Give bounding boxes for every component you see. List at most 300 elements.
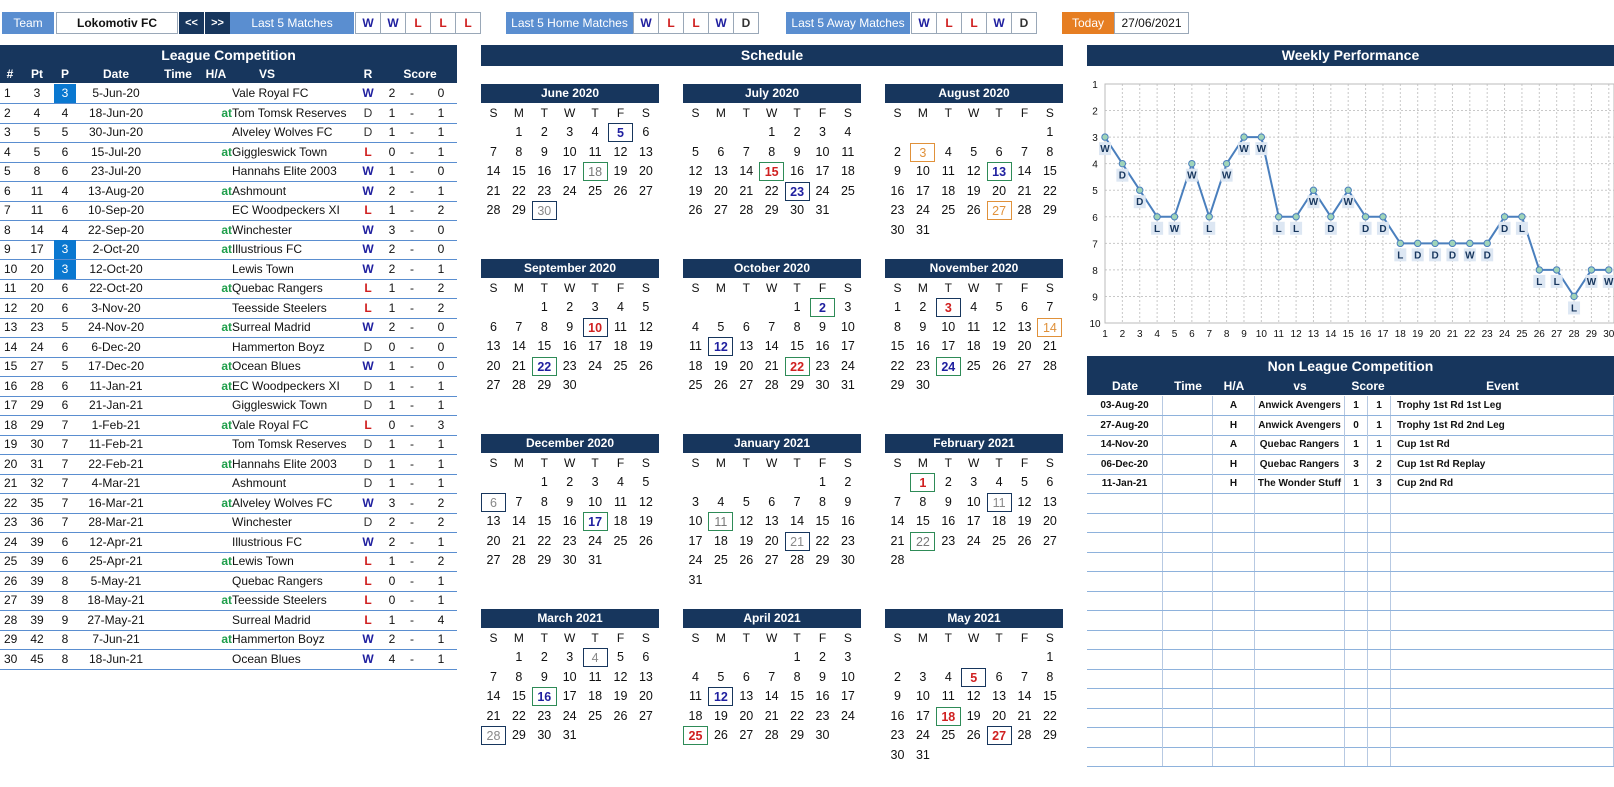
calendar-day[interactable]: 24 [915, 203, 930, 217]
calendar-day[interactable]: 6 [717, 144, 725, 159]
calendar-day[interactable]: 21 [486, 708, 501, 723]
calendar-day[interactable]: 7 [793, 494, 801, 509]
calendar-day[interactable]: 16 [815, 339, 830, 353]
calendar-day[interactable]: 29 [890, 378, 905, 392]
calendar-day[interactable]: 28 [481, 726, 506, 745]
calendar-day[interactable]: 26 [613, 708, 628, 723]
calendar-day[interactable]: 22 [910, 532, 935, 551]
calendar-day[interactable]: 25 [613, 533, 628, 548]
calendar-day[interactable]: 23 [890, 728, 905, 742]
calendar-day[interactable]: 6 [742, 319, 750, 334]
calendar-day[interactable]: 5 [617, 650, 624, 664]
calendar-day[interactable]: 14 [486, 164, 501, 178]
calendar-day[interactable]: 8 [793, 669, 801, 684]
calendar-day[interactable]: 2 [810, 298, 835, 317]
calendar-day[interactable]: 23 [562, 533, 577, 548]
calendar-day[interactable]: 8 [894, 319, 901, 334]
calendar-day[interactable]: 9 [844, 494, 852, 509]
calendar-day[interactable]: 26 [966, 728, 981, 742]
calendar-day[interactable]: 15 [790, 339, 805, 353]
calendar-day[interactable]: 1 [515, 650, 523, 664]
calendar-day[interactable]: 25 [613, 358, 628, 373]
calendar-day[interactable]: 14 [486, 689, 501, 703]
calendar-day[interactable]: 10 [941, 319, 956, 334]
calendar-day[interactable]: 5 [995, 300, 1003, 314]
calendar-day[interactable]: 21 [764, 708, 779, 723]
calendar-day[interactable]: 13 [764, 514, 779, 528]
calendar-day[interactable]: 5 [742, 494, 750, 509]
calendar-day[interactable]: 22 [532, 357, 557, 376]
calendar-day[interactable]: 18 [688, 358, 703, 373]
calendar-day[interactable]: 3 [844, 650, 852, 664]
calendar-day[interactable]: 5 [961, 668, 986, 687]
calendar-day[interactable]: 7 [1021, 669, 1028, 684]
nl-table-row[interactable] [1087, 474, 1614, 494]
table-row[interactable] [0, 201, 457, 221]
calendar-day[interactable]: 8 [793, 319, 801, 334]
calendar-day[interactable]: 19 [638, 339, 653, 353]
calendar-day[interactable]: 27 [638, 183, 653, 198]
calendar-day[interactable]: 27 [764, 553, 779, 567]
nl-table-row[interactable] [1087, 728, 1614, 748]
calendar-day[interactable]: 6 [995, 144, 1003, 159]
calendar-day[interactable]: 1 [515, 125, 523, 139]
calendar-day[interactable]: 22 [890, 358, 905, 373]
calendar-day[interactable]: 12 [992, 319, 1007, 334]
calendar-day[interactable]: 15 [915, 514, 930, 528]
calendar-day[interactable]: 18 [613, 514, 628, 528]
calendar-day[interactable]: 14 [511, 339, 526, 353]
calendar-day[interactable]: 19 [1017, 514, 1032, 528]
calendar-day[interactable]: 6 [995, 669, 1003, 684]
calendar-day[interactable]: 19 [613, 689, 628, 703]
nl-table-row[interactable] [1087, 533, 1614, 553]
calendar-day[interactable]: 20 [486, 358, 501, 373]
calendar-day[interactable]: 19 [688, 183, 703, 198]
calendar-day[interactable]: 8 [819, 494, 826, 509]
calendar-day[interactable]: 25 [966, 358, 981, 373]
calendar-day[interactable]: 10 [840, 319, 855, 334]
calendar-day[interactable]: 17 [915, 708, 930, 723]
calendar-day[interactable]: 7 [742, 144, 750, 159]
calendar-day[interactable]: 27 [739, 728, 754, 742]
table-row[interactable] [0, 260, 457, 280]
table-row[interactable] [0, 630, 457, 650]
calendar-day[interactable]: 19 [713, 358, 728, 373]
calendar-day[interactable]: 7 [1021, 144, 1028, 159]
calendar-day[interactable]: 17 [583, 512, 608, 531]
calendar-day[interactable]: 27 [739, 378, 754, 392]
calendar-day[interactable]: 7 [515, 319, 523, 334]
calendar-day[interactable]: 11 [987, 493, 1012, 512]
calendar-day[interactable]: 11 [708, 512, 733, 531]
calendar-day[interactable]: 3 [919, 669, 927, 684]
calendar-day[interactable]: 28 [486, 203, 501, 217]
calendar-day[interactable]: 16 [890, 183, 905, 198]
calendar-day[interactable]: 5 [642, 300, 650, 314]
calendar-day[interactable]: 27 [638, 708, 653, 723]
calendar-day[interactable]: 4 [995, 475, 1003, 489]
calendar-day[interactable]: 23 [840, 533, 855, 548]
calendar-day[interactable]: 13 [1017, 319, 1032, 334]
table-row[interactable] [0, 455, 457, 475]
calendar-day[interactable]: 3 [910, 143, 935, 162]
calendar-day[interactable]: 24 [588, 358, 603, 373]
table-row[interactable] [0, 123, 457, 143]
calendar-day[interactable]: 21 [1042, 339, 1057, 353]
calendar-day[interactable]: 23 [785, 182, 810, 201]
calendar-day[interactable]: 19 [613, 164, 628, 178]
calendar-day[interactable]: 23 [915, 358, 930, 373]
calendar-day[interactable]: 9 [540, 144, 548, 159]
calendar-day[interactable]: 14 [790, 514, 805, 528]
calendar-day[interactable]: 4 [970, 300, 978, 314]
calendar-day[interactable]: 11 [689, 689, 702, 703]
calendar-day[interactable]: 3 [936, 298, 961, 317]
calendar-day[interactable]: 20 [992, 183, 1007, 198]
calendar-day[interactable]: 30 [890, 222, 905, 237]
calendar-day[interactable]: 22 [790, 708, 805, 723]
calendar-day[interactable]: 31 [688, 572, 703, 587]
calendar-day[interactable]: 4 [692, 669, 699, 684]
calendar-day[interactable]: 31 [915, 747, 930, 762]
calendar-day[interactable]: 26 [688, 203, 703, 217]
calendar-day[interactable]: 15 [537, 339, 552, 353]
calendar-day[interactable]: 8 [515, 144, 523, 159]
calendar-day[interactable]: 4 [583, 648, 608, 667]
calendar-day[interactable]: 15 [1042, 689, 1057, 703]
calendar-day[interactable]: 25 [588, 708, 603, 723]
calendar-day[interactable]: 24 [588, 533, 603, 548]
calendar-day[interactable]: 15 [537, 514, 552, 528]
calendar-day[interactable]: 18 [840, 164, 855, 178]
calendar-day[interactable]: 11 [689, 339, 702, 353]
calendar-day[interactable]: 20 [638, 164, 653, 178]
calendar-day[interactable]: 22 [537, 533, 552, 548]
calendar-day[interactable]: 18 [941, 183, 956, 198]
calendar-day[interactable]: 26 [638, 533, 653, 548]
calendar-day[interactable]: 13 [486, 514, 501, 528]
table-row[interactable] [0, 650, 457, 670]
calendar-day[interactable]: 2 [566, 300, 574, 314]
nl-table-row[interactable] [1087, 513, 1614, 533]
calendar-day[interactable]: 28 [739, 203, 754, 217]
calendar-day[interactable]: 24 [966, 533, 981, 548]
table-row[interactable] [0, 338, 457, 358]
calendar-day[interactable]: 9 [819, 319, 826, 334]
calendar-day[interactable]: 28 [511, 553, 526, 567]
calendar-day[interactable]: 3 [566, 125, 574, 139]
calendar-day[interactable]: 17 [941, 339, 956, 353]
calendar-day[interactable]: 21 [1017, 708, 1032, 723]
calendar-day[interactable]: 8 [515, 669, 523, 684]
table-row[interactable] [0, 435, 457, 455]
calendar-day[interactable]: 25 [713, 553, 728, 567]
calendar-day[interactable]: 19 [638, 514, 653, 528]
calendar-day[interactable]: 2 [540, 650, 548, 664]
calendar-day[interactable]: 14 [1017, 689, 1032, 703]
calendar-day[interactable]: 12 [1017, 494, 1032, 509]
calendar-day[interactable]: 6 [481, 493, 506, 512]
calendar-day[interactable]: 24 [688, 553, 703, 567]
calendar-day[interactable]: 6 [642, 125, 650, 139]
calendar-day[interactable]: 9 [566, 494, 574, 509]
calendar-day[interactable]: 20 [638, 689, 653, 703]
calendar-day[interactable]: 16 [915, 339, 930, 353]
calendar-day[interactable]: 19 [992, 339, 1007, 353]
calendar-day[interactable]: 11 [967, 319, 981, 334]
calendar-day[interactable]: 13 [638, 144, 653, 159]
nl-table-row[interactable] [1087, 689, 1614, 709]
nl-table-row[interactable] [1087, 396, 1614, 416]
calendar-day[interactable]: 7 [1046, 300, 1054, 314]
calendar-day[interactable]: 21 [486, 183, 501, 198]
calendar-day[interactable]: 30 [915, 378, 930, 392]
calendar-day[interactable]: 30 [890, 747, 905, 762]
calendar-day[interactable]: 22 [815, 533, 830, 548]
nl-table-row[interactable] [1087, 630, 1614, 650]
calendar-day[interactable]: 21 [1017, 183, 1032, 198]
calendar-day[interactable]: 18 [936, 707, 961, 726]
calendar-day[interactable]: 20 [1017, 339, 1032, 353]
calendar-day[interactable]: 29 [815, 553, 830, 567]
calendar-day[interactable]: 9 [894, 689, 901, 703]
calendar-day[interactable]: 4 [944, 669, 952, 684]
calendar-day[interactable]: 18 [713, 533, 728, 548]
table-row[interactable] [0, 143, 457, 163]
calendar-day[interactable]: 15 [1042, 164, 1057, 178]
calendar-day[interactable]: 25 [688, 378, 703, 392]
calendar-day[interactable]: 5 [642, 475, 650, 489]
calendar-day[interactable]: 3 [970, 475, 978, 489]
calendar-day[interactable]: 9 [566, 319, 574, 334]
calendar-day[interactable]: 30 [840, 553, 855, 567]
calendar-day[interactable]: 25 [840, 183, 855, 198]
table-row[interactable] [0, 84, 457, 104]
calendar-day[interactable]: 5 [717, 319, 725, 334]
calendar-day[interactable]: 16 [790, 164, 805, 178]
calendar-day[interactable]: 6 [742, 669, 750, 684]
calendar-day[interactable]: 3 [566, 650, 574, 664]
calendar-day[interactable]: 23 [537, 708, 552, 723]
table-row[interactable] [0, 221, 457, 241]
next-team-button[interactable]: >> [205, 12, 230, 34]
calendar-day[interactable]: 9 [919, 319, 927, 334]
calendar-day[interactable]: 25 [941, 203, 956, 217]
calendar-day[interactable]: 20 [739, 708, 754, 723]
calendar-day[interactable]: 31 [840, 378, 855, 392]
calendar-day[interactable]: 29 [790, 728, 805, 742]
calendar-day[interactable]: 9 [819, 669, 826, 684]
calendar-day[interactable]: 21 [890, 533, 905, 548]
calendar-day[interactable]: 24 [915, 728, 930, 742]
calendar-day[interactable]: 23 [562, 358, 577, 373]
nl-table-row[interactable] [1087, 708, 1614, 728]
table-row[interactable] [0, 533, 457, 553]
calendar-day[interactable]: 5 [970, 144, 978, 159]
calendar-day[interactable]: 8 [919, 494, 927, 509]
calendar-day[interactable]: 1 [1046, 650, 1054, 664]
calendar-day[interactable]: 13 [486, 339, 501, 353]
calendar-day[interactable]: 11 [588, 144, 602, 159]
calendar-day[interactable]: 7 [768, 669, 776, 684]
calendar-day[interactable]: 4 [944, 144, 952, 159]
nl-table-row[interactable] [1087, 611, 1614, 631]
calendar-day[interactable]: 6 [1046, 475, 1054, 489]
calendar-day[interactable]: 27 [1042, 533, 1057, 548]
calendar-day[interactable]: 25 [992, 533, 1007, 548]
calendar-day[interactable]: 4 [617, 300, 624, 314]
calendar-day[interactable]: 12 [638, 319, 653, 334]
table-row[interactable] [0, 572, 457, 592]
nl-table-row[interactable] [1087, 416, 1614, 436]
calendar-day[interactable]: 23 [815, 708, 830, 723]
calendar-day[interactable]: 20 [739, 358, 754, 373]
calendar-day[interactable]: 28 [1042, 358, 1057, 373]
calendar-day[interactable]: 2 [894, 144, 901, 159]
calendar-day[interactable]: 10 [815, 144, 830, 159]
calendar-day[interactable]: 10 [915, 689, 930, 703]
calendar-day[interactable]: 17 [915, 183, 930, 198]
calendar-day[interactable]: 22 [764, 183, 779, 198]
calendar-day[interactable]: 12 [613, 144, 628, 159]
calendar-day[interactable]: 8 [1046, 144, 1054, 159]
nl-table-row[interactable] [1087, 591, 1614, 611]
calendar-day[interactable]: 2 [793, 125, 801, 139]
calendar-day[interactable]: 26 [613, 183, 628, 198]
calendar-day[interactable]: 12 [966, 689, 981, 703]
calendar-day[interactable]: 27 [987, 201, 1012, 220]
calendar-day[interactable]: 14 [1017, 164, 1032, 178]
calendar-day[interactable]: 29 [1042, 728, 1057, 742]
calendar-day[interactable]: 12 [966, 164, 981, 178]
calendar-day[interactable]: 31 [588, 553, 603, 567]
calendar-day[interactable]: 4 [692, 319, 699, 334]
calendar-day[interactable]: 21 [739, 183, 754, 198]
calendar-day[interactable]: 29 [511, 728, 526, 742]
calendar-day[interactable]: 13 [739, 689, 754, 703]
calendar-day[interactable]: 22 [1042, 183, 1057, 198]
calendar-day[interactable]: 5 [692, 144, 699, 159]
calendar-day[interactable]: 26 [966, 203, 981, 217]
calendar-day[interactable]: 13 [992, 689, 1007, 703]
calendar-day[interactable]: 12 [638, 494, 653, 509]
calendar-day[interactable]: 23 [941, 533, 956, 548]
calendar-day[interactable]: 3 [591, 475, 599, 489]
calendar-day[interactable]: 20 [764, 533, 779, 548]
calendar-day[interactable]: 23 [890, 203, 905, 217]
calendar-day[interactable]: 3 [692, 494, 699, 509]
calendar-day[interactable]: 30 [562, 378, 577, 392]
calendar-day[interactable]: 21 [785, 532, 810, 551]
calendar-day[interactable]: 24 [840, 358, 855, 373]
calendar-day[interactable]: 15 [890, 339, 905, 353]
calendar-day[interactable]: 1 [894, 300, 901, 314]
calendar-day[interactable]: 29 [537, 378, 552, 392]
calendar-day[interactable]: 11 [941, 689, 955, 703]
calendar-day[interactable]: 28 [790, 553, 805, 567]
calendar-day[interactable]: 10 [840, 669, 855, 684]
calendar-day[interactable]: 26 [638, 358, 653, 373]
calendar-day[interactable]: 27 [486, 378, 501, 392]
calendar-day[interactable]: 22 [511, 708, 526, 723]
calendar-day[interactable]: 2 [566, 475, 574, 489]
calendar-day[interactable]: 28 [890, 553, 905, 567]
nl-table-row[interactable] [1087, 552, 1614, 572]
table-row[interactable] [0, 494, 457, 514]
calendar-day[interactable]: 26 [1017, 533, 1032, 548]
calendar-day[interactable]: 2 [944, 475, 952, 489]
calendar-day[interactable]: 28 [1017, 728, 1032, 742]
table-row[interactable] [0, 104, 457, 124]
table-row[interactable] [0, 416, 457, 436]
calendar-day[interactable]: 16 [815, 689, 830, 703]
calendar-day[interactable]: 22 [785, 357, 810, 376]
calendar-day[interactable]: 19 [713, 708, 728, 723]
calendar-day[interactable]: 29 [537, 553, 552, 567]
calendar-day[interactable]: 19 [966, 183, 981, 198]
calendar-day[interactable]: 24 [562, 183, 577, 198]
calendar-day[interactable]: 12 [613, 669, 628, 684]
table-row[interactable] [0, 240, 457, 260]
calendar-day[interactable]: 20 [992, 708, 1007, 723]
calendar-day[interactable]: 30 [562, 553, 577, 567]
nl-table-row[interactable] [1087, 669, 1614, 689]
nl-table-row[interactable] [1087, 747, 1614, 767]
calendar-day[interactable]: 18 [966, 339, 981, 353]
calendar-day[interactable]: 30 [815, 378, 830, 392]
calendar-day[interactable]: 13 [987, 162, 1012, 181]
calendar-day[interactable]: 2 [540, 125, 548, 139]
calendar-day[interactable]: 5 [608, 123, 633, 142]
calendar-day[interactable]: 25 [683, 726, 708, 745]
calendar-day[interactable]: 24 [840, 708, 855, 723]
calendar-day[interactable]: 21 [511, 533, 526, 548]
calendar-day[interactable]: 14 [764, 689, 779, 703]
calendar-day[interactable]: 14 [511, 514, 526, 528]
calendar-day[interactable]: 11 [614, 494, 627, 509]
calendar-day[interactable]: 31 [815, 203, 830, 217]
calendar-day[interactable]: 1 [819, 475, 826, 489]
calendar-day[interactable]: 16 [840, 514, 855, 528]
calendar-day[interactable]: 10 [588, 494, 603, 509]
calendar-day[interactable]: 29 [764, 203, 779, 217]
table-row[interactable] [0, 591, 457, 611]
calendar-day[interactable]: 19 [966, 708, 981, 723]
calendar-day[interactable]: 7 [490, 669, 497, 684]
calendar-day[interactable]: 21 [764, 358, 779, 373]
calendar-day[interactable]: 28 [764, 378, 779, 392]
calendar-day[interactable]: 17 [588, 339, 603, 353]
calendar-day[interactable]: 13 [713, 164, 728, 178]
calendar-day[interactable]: 25 [588, 183, 603, 198]
calendar-day[interactable]: 10 [966, 494, 981, 509]
calendar-day[interactable]: 10 [562, 669, 577, 684]
calendar-day[interactable]: 23 [815, 358, 830, 373]
calendar-day[interactable]: 26 [713, 728, 728, 742]
table-row[interactable] [0, 396, 457, 416]
calendar-day[interactable]: 18 [583, 162, 608, 181]
calendar-day[interactable]: 26 [992, 358, 1007, 373]
calendar-day[interactable]: 14 [739, 164, 754, 178]
calendar-day[interactable]: 26 [739, 553, 754, 567]
calendar-day[interactable]: 16 [537, 164, 552, 178]
calendar-day[interactable]: 17 [840, 339, 855, 353]
prev-team-button[interactable]: << [179, 12, 204, 34]
calendar-day[interactable]: 15 [511, 689, 526, 703]
table-row[interactable] [0, 162, 457, 182]
calendar-day[interactable]: 29 [511, 203, 526, 217]
